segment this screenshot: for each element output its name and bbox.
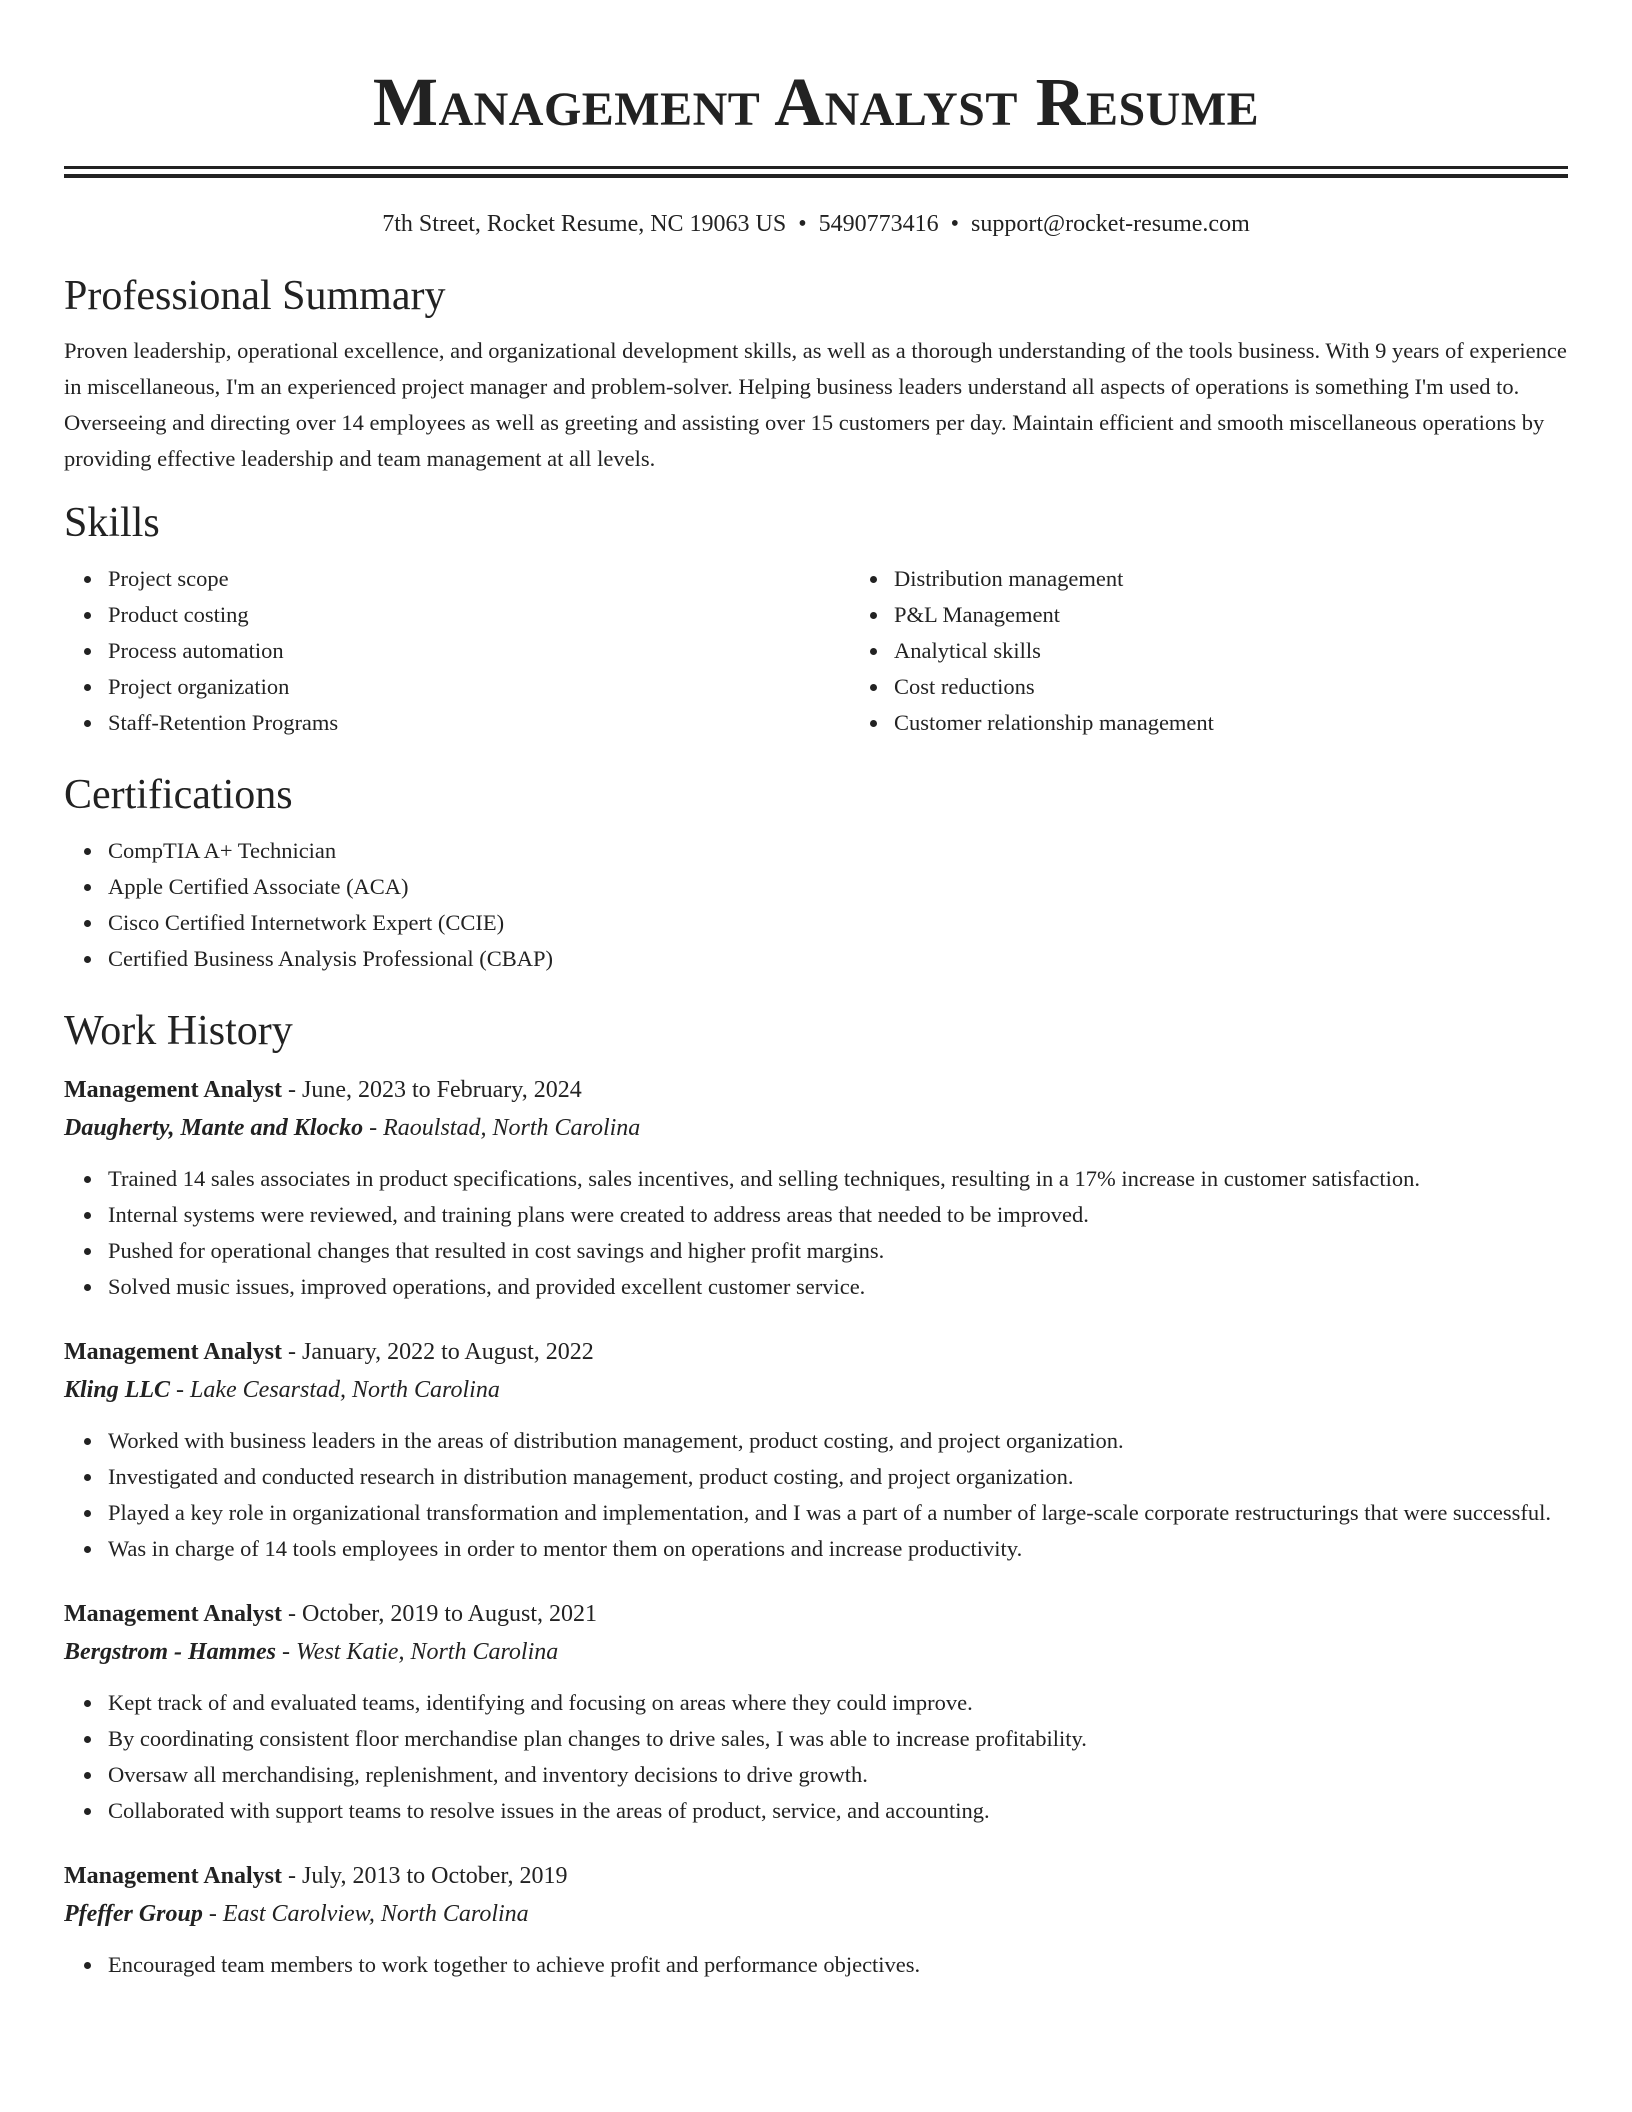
title-divider — [64, 166, 1568, 178]
work-history-section — [64, 1007, 1568, 1983]
job-location: - West Katie, North Carolina — [276, 1639, 559, 1665]
job-bullet: Played a key role in organizational transformation and implementation, and I was a part of a number of large-scale corporate restructurings that were successful. — [108, 1495, 1568, 1531]
job-entry — [64, 1071, 1568, 1305]
job-role: Management Analyst — [64, 1077, 282, 1103]
job-role: Management Analyst — [64, 1863, 282, 1889]
summary-heading: Professional Summary — [64, 273, 446, 319]
work-history-heading: Work History — [64, 1008, 293, 1054]
skill-item: Process automation — [108, 633, 850, 669]
skills-heading: Skills — [64, 500, 160, 546]
contact-address: 7th Street, Rocket Resume, NC 19063 US — [382, 211, 787, 237]
skill-item: Project scope — [108, 561, 850, 597]
job-dates: - June, 2023 to February, 2024 — [282, 1077, 582, 1103]
certification-item: CompTIA A+ Technician — [108, 833, 1568, 869]
skill-item: Staff-Retention Programs — [108, 705, 850, 741]
skills-section — [64, 499, 1568, 741]
job-employer — [64, 1371, 1568, 1409]
job-dates: - October, 2019 to August, 2021 — [282, 1601, 598, 1627]
job-header — [64, 1595, 1568, 1633]
skill-item: Analytical skills — [894, 633, 1632, 669]
skill-item: Distribution management — [894, 561, 1632, 597]
job-bullet: Oversaw all merchandising, replenishment, and inventory decisions to drive growth. — [108, 1757, 1568, 1793]
job-bullets — [64, 1161, 1568, 1305]
skill-item: Cost reductions — [894, 669, 1632, 705]
job-employer — [64, 1109, 1568, 1147]
skills-grid — [64, 561, 1568, 741]
job-entry — [64, 1857, 1568, 1983]
job-bullet: Was in charge of 14 tools employees in order to mentor them on operations and increase productivity. — [108, 1531, 1568, 1567]
certification-item: Certified Business Analysis Professional (CBAP) — [108, 941, 1568, 977]
certification-item: Apple Certified Associate (ACA) — [108, 869, 1568, 905]
job-company: Bergstrom - Hammes — [64, 1639, 277, 1665]
skills-list-left — [64, 561, 850, 741]
summary-text: Proven leadership, operational excellence, and organizational development skills, as well as a thorough understanding of the tools business. With 9 years of experience in miscellaneous, I'm an experienced project manager and problem-solver. Helping business leaders understand all aspects of operations is something I'm used to. Overseeing and directing over 14 employees as well as greeting and assisting over 15 customers per day. Maintain efficient and smooth miscellaneous operations by providing effective leadership and team management at all levels. — [64, 338, 1567, 471]
skills-list-right — [850, 561, 1632, 741]
summary-section — [64, 272, 1568, 477]
contact-separator: • — [798, 211, 807, 237]
job-bullet: Kept track of and evaluated teams, identifying and focusing on areas where they could improve. — [108, 1685, 1568, 1721]
job-bullet: Pushed for operational changes that resulted in cost savings and higher profit margins. — [108, 1233, 1568, 1269]
job-header — [64, 1857, 1568, 1895]
job-dates: - July, 2013 to October, 2019 — [282, 1863, 568, 1889]
job-bullet: Trained 14 sales associates in product specifications, sales incentives, and selling techniques, resulting in a 17% increase in customer satisfaction. — [108, 1161, 1568, 1197]
job-bullet: Solved music issues, improved operations, and provided excellent customer service. — [108, 1269, 1568, 1305]
job-role: Management Analyst — [64, 1601, 282, 1627]
certifications-section — [64, 771, 1568, 977]
job-bullets — [64, 1685, 1568, 1829]
job-bullets — [64, 1947, 1568, 1983]
job-bullet: By coordinating consistent floor merchandise plan changes to drive sales, I was able to increase profitability. — [108, 1721, 1568, 1757]
job-bullet: Investigated and conducted research in distribution management, product costing, and project organization. — [108, 1459, 1568, 1495]
certifications-heading: Certifications — [64, 772, 293, 818]
job-bullet: Encouraged team members to work together to achieve profit and performance objectives. — [108, 1947, 1568, 1983]
job-bullets — [64, 1423, 1568, 1567]
resume-page — [64, 0, 1568, 1983]
job-company: Daugherty, Mante and Klocko — [64, 1115, 364, 1141]
job-bullet: Internal systems were reviewed, and training plans were created to address areas that needed to be improved. — [108, 1197, 1568, 1233]
job-entry — [64, 1333, 1568, 1567]
contact-line — [64, 209, 1568, 239]
contact-separator: • — [950, 211, 960, 237]
job-bullet: Collaborated with support teams to resolve issues in the areas of product, service, and accounting. — [108, 1793, 1568, 1829]
job-location: - Lake Cesarstad, North Carolina — [170, 1377, 500, 1403]
contact-phone: 5490773416 — [818, 211, 939, 237]
job-header — [64, 1071, 1568, 1109]
skill-item: P&L Management — [894, 597, 1632, 633]
job-location: - East Carolview, North Carolina — [202, 1901, 529, 1927]
page-title: Management Analyst Resume — [372, 64, 1260, 140]
job-entry — [64, 1595, 1568, 1829]
certification-item: Cisco Certified Internetwork Expert (CCIE) — [108, 905, 1568, 941]
job-role: Management Analyst — [64, 1339, 282, 1365]
job-bullet: Worked with business leaders in the areas of distribution management, product costing, and project organization. — [108, 1423, 1568, 1459]
job-company: Pfeffer Group — [64, 1901, 203, 1927]
skill-item: Project organization — [108, 669, 850, 705]
job-company: Kling LLC — [64, 1377, 171, 1403]
certifications-list — [64, 833, 1568, 977]
job-header — [64, 1333, 1568, 1371]
skill-item: Customer relationship management — [894, 705, 1632, 741]
job-location: - Raoulstad, North Carolina — [363, 1115, 641, 1141]
job-employer — [64, 1633, 1568, 1671]
job-dates: - January, 2022 to August, 2022 — [282, 1339, 594, 1365]
contact-email: support@rocket-resume.com — [971, 211, 1250, 237]
job-employer — [64, 1895, 1568, 1933]
skill-item: Product costing — [108, 597, 850, 633]
